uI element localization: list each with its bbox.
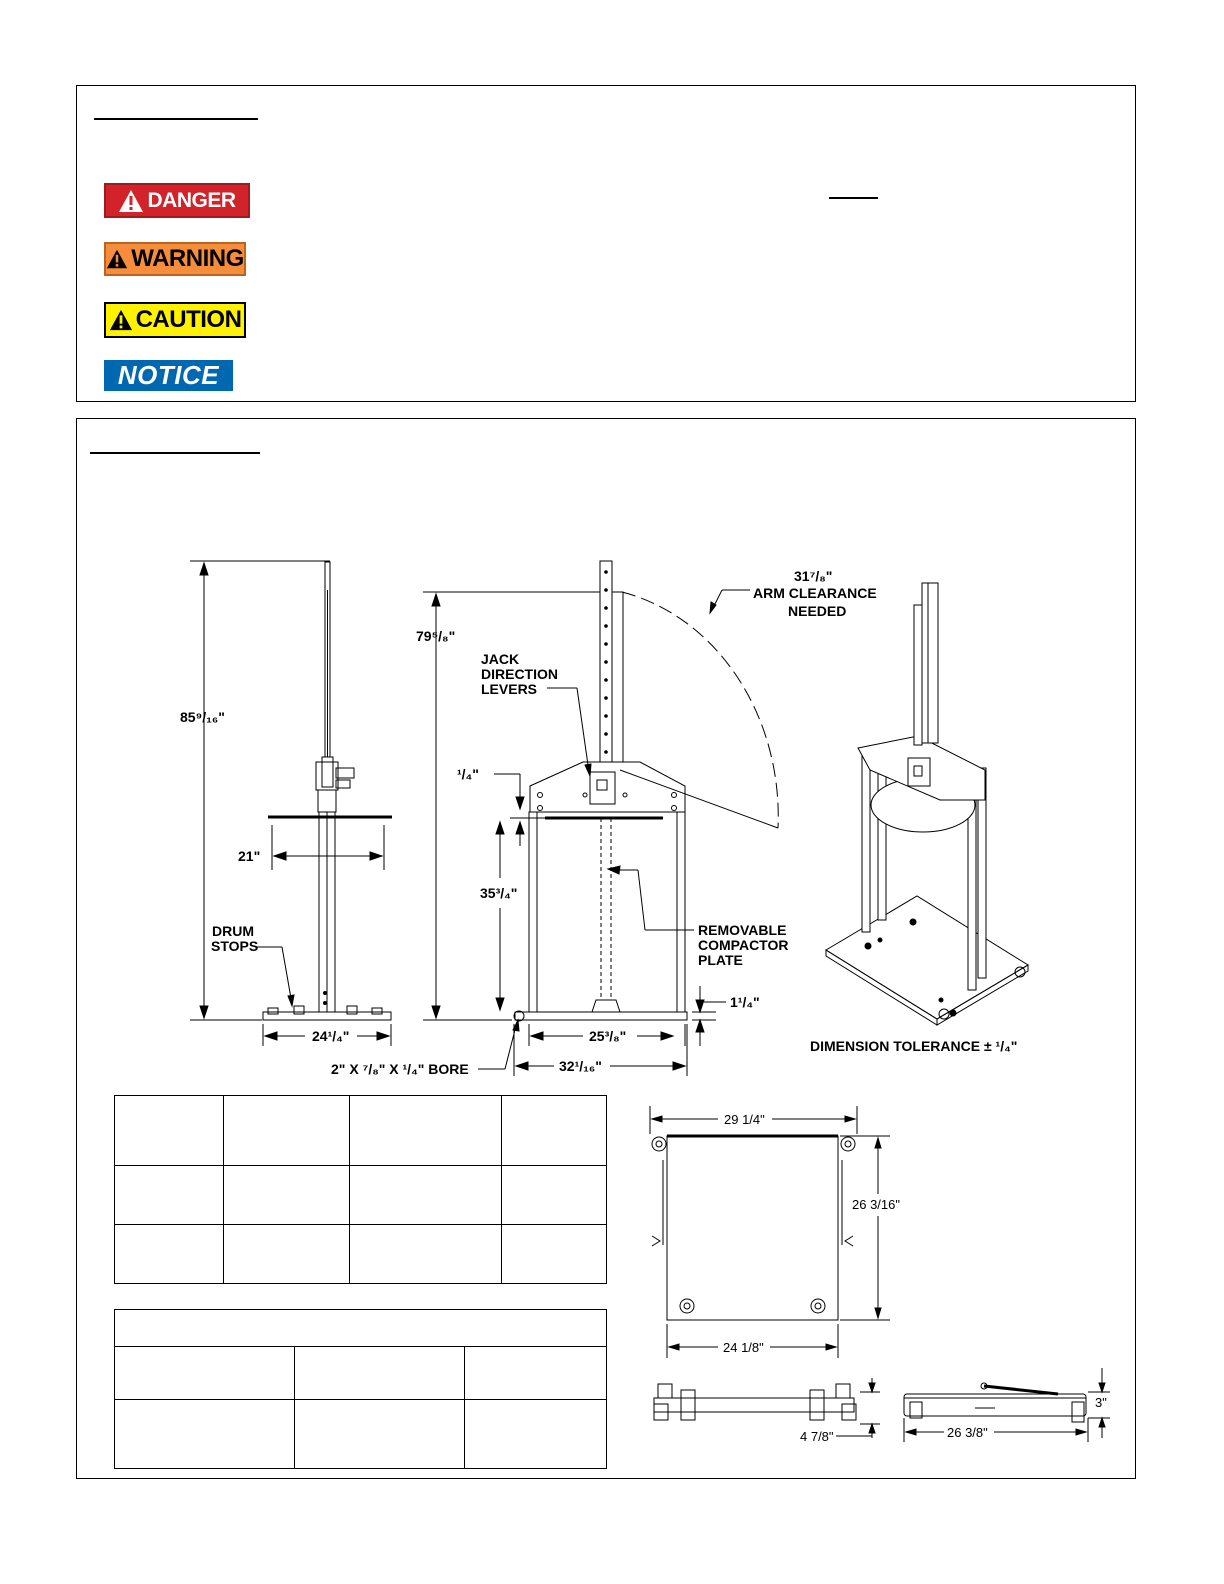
dolly-spec-table: [114, 1309, 607, 1469]
arm-clearance-label: 31⁷/₈": [794, 568, 833, 584]
warning-triangle-icon: [106, 248, 128, 270]
dolly-top-width-label: 29 1/4": [724, 1112, 765, 1127]
table-cell: [465, 1347, 607, 1400]
opening-height-label: 35³/₄": [480, 885, 518, 901]
base-width-label: 24¹/₄": [312, 1028, 350, 1044]
table-cell: [465, 1400, 607, 1469]
caution-label: CAUTION: [135, 306, 242, 333]
dolly-height-label: 4 7/8": [800, 1429, 834, 1444]
dolly-side-height-label: 3": [1095, 1395, 1107, 1410]
notice-sign: [104, 360, 233, 391]
table-cell: [115, 1166, 224, 1225]
front-height-label: 79⁵/₈": [416, 628, 456, 644]
table-cell: [115, 1400, 295, 1469]
emphasis-underline: [829, 197, 878, 199]
tolerance-label: DIMENSION TOLERANCE ± ¹/₄": [810, 1038, 1018, 1054]
dolly-depth-label: 26 3/16": [852, 1197, 900, 1212]
notice-label: NOTICE: [117, 360, 220, 390]
overall-height-label: 85⁹/₁₆": [180, 709, 225, 725]
table-cell: [115, 1225, 224, 1284]
warning-triangle-icon: [118, 189, 144, 213]
arm-clearance-label: ARM CLEARANCE: [753, 585, 877, 601]
jack-levers-label: LEVERS: [481, 681, 538, 697]
table-cell: [502, 1096, 607, 1166]
dolly-side-length-label: 26 3/8": [947, 1425, 988, 1440]
table-cell: [224, 1096, 350, 1166]
warning-label: WARNING: [131, 245, 244, 272]
drum-stops-label: STOPS: [211, 938, 259, 954]
compactor-plate-label: REMOVABLE: [698, 922, 787, 938]
table-cell: [115, 1310, 607, 1347]
compactor-plate-label: COMPACTOR: [698, 937, 789, 953]
caution-sign: [104, 302, 246, 338]
table-cell: [350, 1096, 502, 1166]
section-heading-underline: [90, 452, 260, 454]
table-cell: [502, 1225, 607, 1284]
warning-sign: [104, 242, 246, 276]
table-cell: [502, 1166, 607, 1225]
table-cell: [295, 1347, 465, 1400]
section-heading-underline: [94, 118, 258, 120]
arm-width-label: 21": [238, 848, 261, 864]
danger-label: DANGER: [147, 188, 236, 212]
caster-label: 2" X ⁷/₈" X ¹/₄" BORE: [331, 1061, 469, 1077]
table-cell: [295, 1400, 465, 1469]
dolly-bottom-width-label: 24 1/8": [723, 1340, 764, 1355]
table-cell: [115, 1347, 295, 1400]
table-cell: [350, 1225, 502, 1284]
jack-levers-label: DIRECTION: [481, 666, 558, 682]
spec-table: [114, 1095, 607, 1284]
gap-label: ¹/₄": [457, 766, 479, 782]
warning-triangle-icon: [109, 308, 133, 332]
table-cell: [350, 1166, 502, 1225]
jack-levers-label: JACK: [481, 651, 520, 667]
arm-clearance-label: NEEDED: [788, 603, 847, 619]
table-cell: [224, 1225, 350, 1284]
drum-stops-label: DRUM: [212, 923, 254, 939]
table-cell: [224, 1166, 350, 1225]
inner-width-label: 25³/₈": [589, 1028, 627, 1044]
table-cell: [115, 1096, 224, 1166]
danger-sign: [104, 183, 250, 218]
base-thickness-label: 1¹/₄": [730, 994, 760, 1010]
outer-width-label: 32¹/₁₆": [559, 1058, 602, 1074]
compactor-plate-label: PLATE: [698, 952, 743, 968]
